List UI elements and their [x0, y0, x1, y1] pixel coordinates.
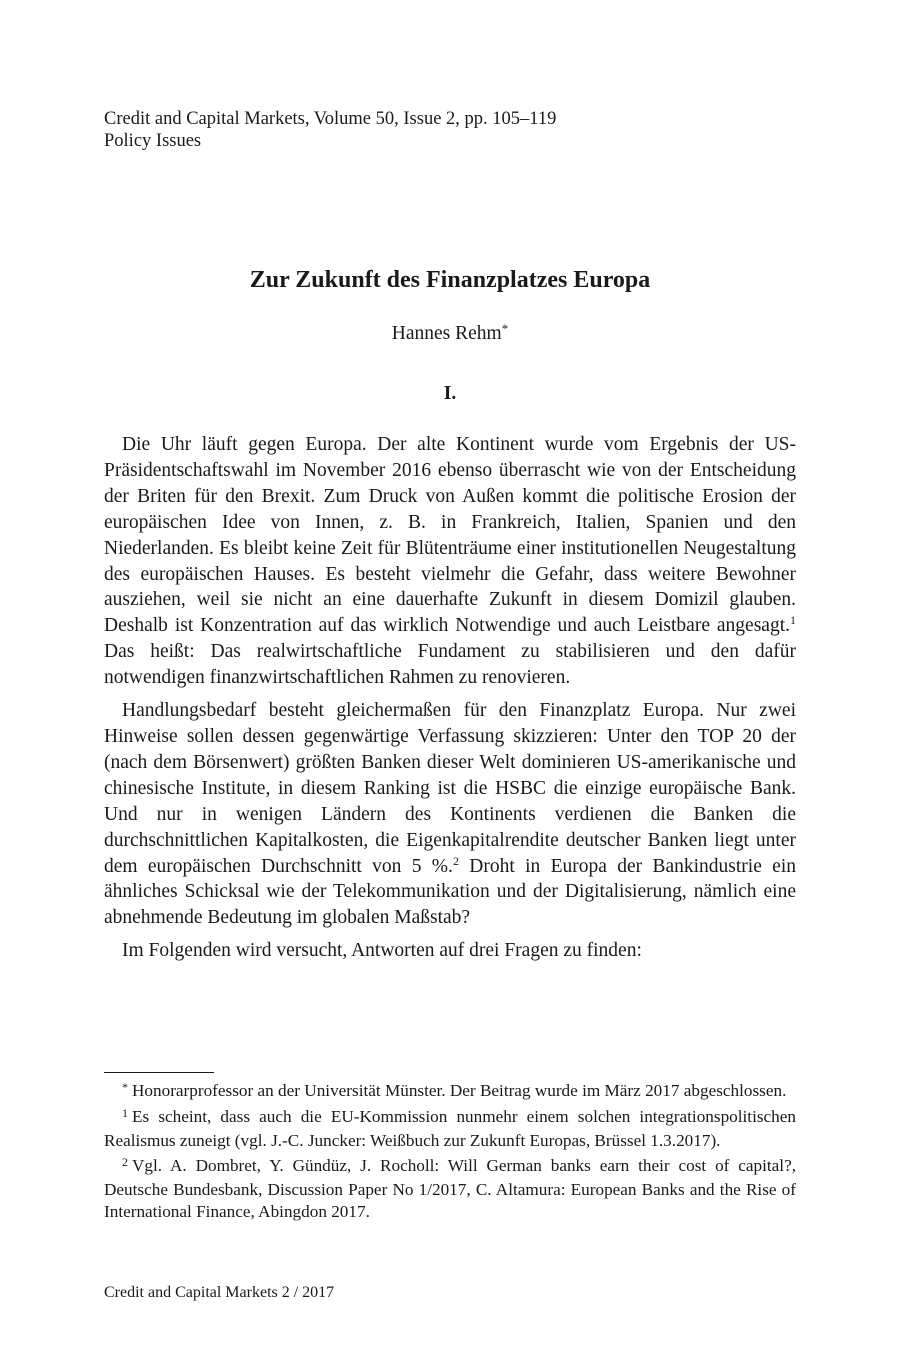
body-text: [104, 432, 796, 971]
paragraph: [104, 698, 796, 931]
paragraph-text: Handlungsbedarf besteht gleichermaßen für den Finanzplatz Europa. Nur zwei Hinweise sollen dessen gegenwärtige Verfassung skizzieren: Unter den TOP 20 der (nach dem Börsenwert) größten Banken dieser Welt dominieren US-amerikanische und chinesische Institute, in diesem Ranking ist die HSBC die einzige europäische Bank. Und nur in wenigen Ländern des Kontinents verdienen die Banken die durchschnittlichen Kapitalkosten, die Eigenkapitalrendite deutscher Banken liegt unter dem europäischen Durchschnitt von 5 %.: [104, 700, 796, 877]
author-footnote-marker: *: [501, 321, 509, 336]
author-line: [0, 322, 900, 347]
footnote: [104, 1155, 796, 1223]
section-heading: I.: [443, 383, 457, 404]
footnote-text: Vgl. A. Dombret, Y. Gündüz, J. Rocholl: Will German banks earn their cost of capital?, Deutsche Bundesbank, Discussion Paper No 1/2017, C. Altamura: European Banks and the Rise of International Finance, Abingdon 2017.: [104, 1156, 796, 1222]
footnote-divider: [104, 1072, 214, 1073]
section-label: Policy Issues: [104, 131, 202, 151]
footnote: [104, 1080, 796, 1103]
footnote-marker: *: [122, 1080, 128, 1094]
footnote-text: Honorarprofessor an der Universität Münster. Der Beitrag wurde im März 2017 abgeschlossen.: [132, 1081, 787, 1100]
article-title: Zur Zukunft des Finanzplatzes Europa: [249, 267, 651, 293]
paragraph: [104, 432, 796, 691]
journal-citation: Credit and Capital Markets, Volume 50, Issue 2, pp. 105–119: [104, 109, 557, 129]
running-footer: Credit and Capital Markets 2 / 2017: [104, 1284, 335, 1301]
running-header: [104, 108, 556, 152]
paragraph: Im Folgenden wird versucht, Antworten auf drei Fragen zu finden:: [122, 940, 642, 962]
paragraph-text: Das heißt: Das realwirtschaftliche Fundament zu stabilisieren und den dafür notwendigen finanzwirtschaftlichen Rahmen zu renovieren.: [104, 641, 796, 689]
footnotes: [104, 1080, 796, 1226]
paragraph-text: Droht in Europa der Bankindustrie ein ähnliches Schicksal wie der Telekommunikation und der Digitalisierung, nämlich eine abnehmende Bedeutung im globalen Maßstab?: [104, 855, 796, 929]
footnote-reference: 1: [790, 613, 796, 628]
footnote: [104, 1106, 796, 1152]
footnote-reference: 2: [452, 853, 459, 868]
author-name: Hannes Rehm: [391, 323, 502, 344]
footnote-text: Es scheint, dass auch die EU-Kommission nunmehr einem solchen integrationspolitischen Realismus zuneigt (vgl. J.-C. Juncker: Weißbuch zur Zukunft Europas, Brüssel 1.3.2017).: [104, 1107, 796, 1150]
footnote-marker: 1: [122, 1106, 128, 1121]
paragraph-text: Die Uhr läuft gegen Europa. Der alte Kontinent wurde vom Ergebnis der US-Präsidentschaftswahl im November 2016 ebenso überrascht wie von der Entscheidung der Briten für den Brexit. Zum Druck von Außen kommt die politische Erosion der europäischen Idee von Innen, z. B. in Frankreich, Italien, Spanien und den Niederlanden. Es bleibt keine Zeit für Blütenträume einer institutionellen Neugestaltung des europäischen Hauses. Es besteht vielmehr die Gefahr, dass weitere Bewohner ausziehen, weil sie nicht an eine dauerhafte Zukunft in diesem Domizil glauben. Deshalb ist Konzentration auf das wirklich Notwendige und auch Leistbare angesagt.: [104, 434, 796, 637]
footnote-marker: 2: [122, 1155, 128, 1170]
